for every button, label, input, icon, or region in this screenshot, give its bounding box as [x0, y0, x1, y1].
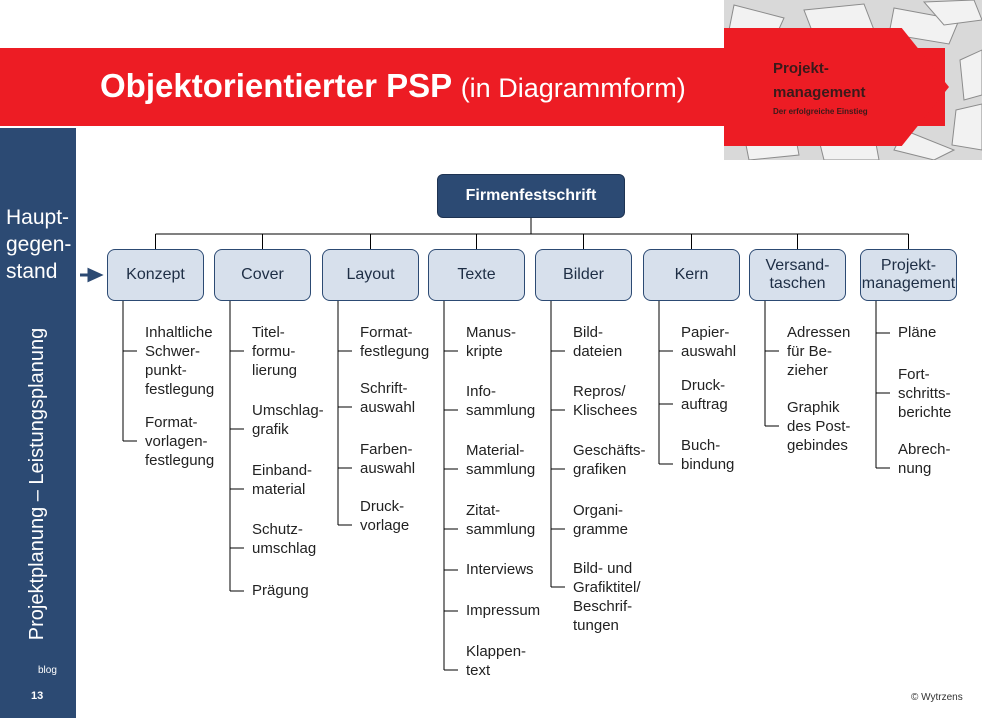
work-package-item: Farben- auswahl	[360, 441, 416, 477]
category-label: Cover	[241, 266, 284, 283]
work-package-item: Adressen für Be- zieher	[787, 324, 851, 379]
work-package-item: Druck- auftrag	[681, 377, 728, 413]
category-box	[535, 249, 632, 301]
work-package-item: Papier- auswahl	[681, 324, 737, 360]
category-label: Layout	[346, 266, 395, 283]
work-package-item: Pläne	[898, 324, 937, 341]
work-package-item: Format- vorlagen- festlegung	[145, 414, 215, 469]
work-package-item: Organi- gramme	[573, 502, 629, 538]
work-package-item: Impressum	[466, 602, 541, 619]
work-package-item: Schrift- auswahl	[360, 380, 416, 416]
work-package-item: Bild- und Grafiktitel/ Beschrif- tungen	[573, 560, 641, 634]
work-package-item: Titel- formu- lierung	[252, 324, 298, 379]
work-package-item: Interviews	[466, 561, 534, 578]
page-number: 13	[31, 690, 44, 702]
work-package-item: Format- festlegung	[360, 324, 430, 360]
category-label: Bilder	[563, 266, 604, 283]
work-package-item: Material- sammlung	[466, 442, 536, 478]
category-box	[214, 249, 311, 301]
copyright: © Wytrzens	[911, 692, 963, 703]
work-package-item: Bild- dateien	[573, 324, 623, 360]
work-package-item: Klappen- text	[466, 643, 527, 679]
work-package-item: Geschäfts- grafiken	[573, 442, 646, 478]
work-package-item: Info- sammlung	[466, 383, 536, 419]
main-subject-arrow	[80, 270, 100, 280]
category-label: Kern	[674, 266, 709, 283]
work-package-item: Umschlag- grafik	[252, 402, 324, 438]
logo-text-line1: Projekt-	[773, 60, 829, 77]
category-box	[107, 249, 204, 301]
category-box	[322, 249, 419, 301]
title-main: Objektorientierter PSP	[100, 67, 452, 104]
work-package-item: Druck- vorlage	[360, 498, 410, 534]
root-node: Firmenfestschrift	[437, 174, 625, 218]
work-package-item: Repros/ Klischees	[573, 383, 638, 419]
category-box	[860, 249, 957, 301]
category-box	[428, 249, 525, 301]
category-label: Konzept	[126, 266, 185, 283]
work-package-item: Buch- bindung	[681, 437, 735, 473]
category-box	[749, 249, 846, 301]
category-box	[643, 249, 740, 301]
work-package-item: Schutz- umschlag	[252, 521, 317, 557]
work-package-item: Abrech- nung	[898, 441, 951, 477]
work-package-item: Graphik des Post- gebindes	[787, 399, 851, 454]
work-package-item: Einband- material	[252, 462, 313, 498]
work-package-item: Inhaltliche Schwer- punkt- festlegung	[145, 324, 215, 398]
blog-label: blog	[38, 665, 57, 676]
category-label: Versand- taschen	[765, 257, 830, 292]
category-label: Texte	[457, 266, 496, 283]
title-subtitle: (in Diagrammform)	[460, 73, 686, 103]
work-package-item: Prägung	[252, 582, 309, 599]
logo-text-line2: management	[773, 84, 866, 101]
logo-tagline: Der erfolgreiche Einstieg	[773, 107, 868, 116]
work-package-item: Manus- kripte	[466, 324, 517, 360]
vertical-section-title: Projektplanung – Leistungsplanung	[26, 327, 48, 641]
work-package-item: Fort- schritts- berichte	[898, 366, 952, 421]
work-package-item: Zitat- sammlung	[466, 502, 536, 538]
main-subject-label: Haupt- gegen- stand	[6, 206, 72, 283]
category-label: Projekt- management	[861, 257, 956, 292]
